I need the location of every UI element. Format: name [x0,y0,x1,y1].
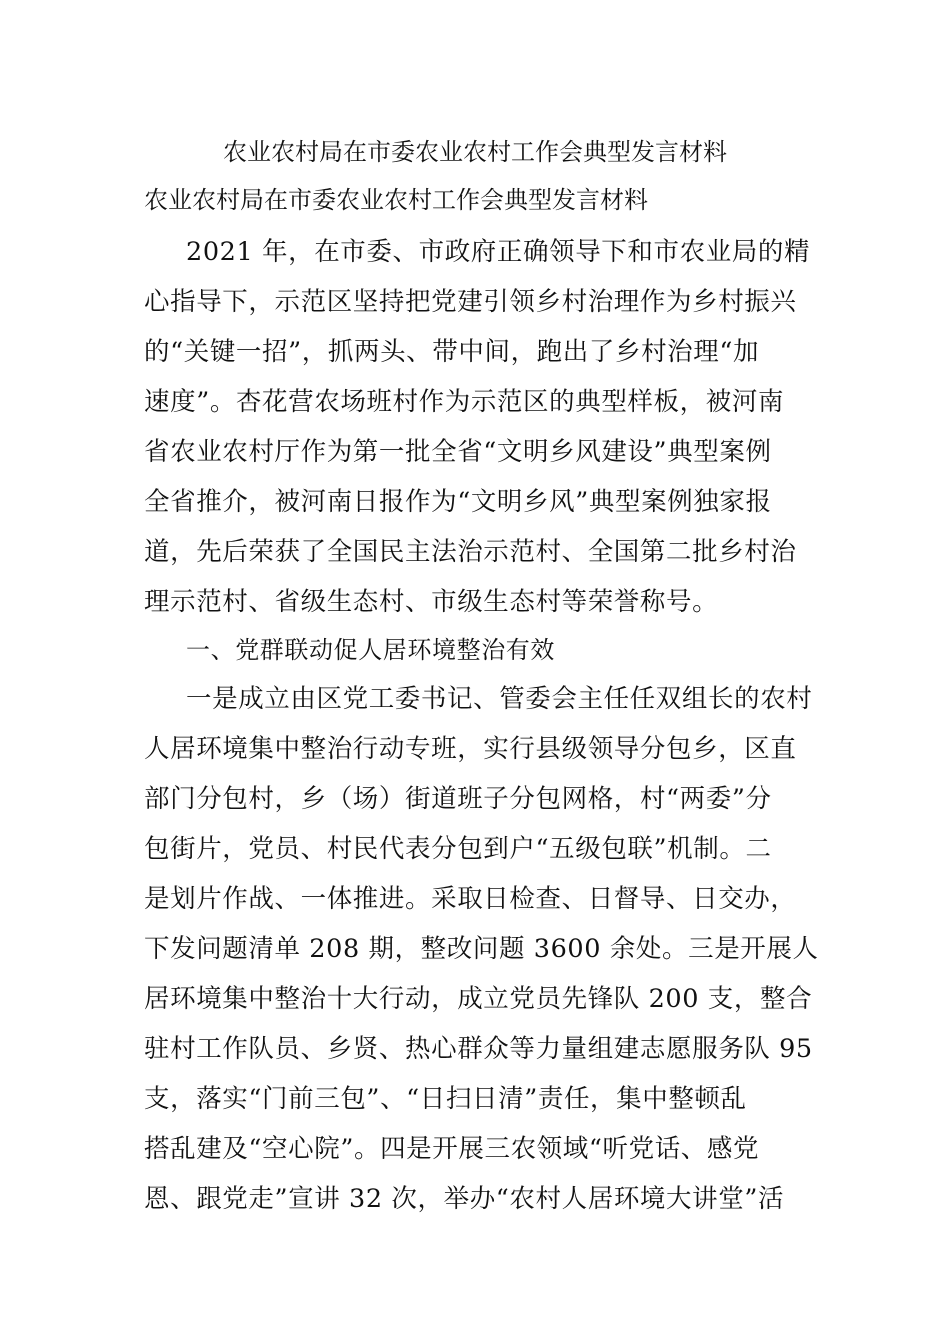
paragraph-line: 一是成立由区党工委书记、管委会主任任双组长的农村 [186,684,813,714]
paragraph-line: 全省推介，被河南日报作为“文明乡风”典型案例独家报 [144,487,772,517]
paragraph-line: 心指导下，示范区坚持把党建引领乡村治理作为乡村振兴 [144,287,797,317]
paragraph-line: 速度”。杏花营农场班村作为示范区的典型样板，被河南 [144,387,785,417]
paragraph-line: 是划片作战、一体推进。采取日检查、日督导、日交办， [144,884,797,914]
paragraph-line: 人居环境集中整治行动专班，实行县级领导分包乡，区直 [144,734,797,764]
document-subtitle: 农业农村局在市委农业农村工作会典型发言材料 [144,186,648,214]
paragraph-line: 部门分包村，乡（场）街道班子分包网格，村“两委”分 [144,784,772,814]
paragraph-line: 驻村工作队员、乡贤、热心群众等力量组建志愿服务队 95 [144,1034,813,1064]
paragraph-line: 道，先后荣获了全国民主法治示范村、全国第二批乡村治 [144,537,797,567]
paragraph-line: 包街片，党员、村民代表分包到户“五级包联”机制。二 [144,834,772,864]
paragraph-line: 的“关键一招”，抓两头、带中间，跑出了乡村治理“加 [144,337,760,367]
paragraph-line: 居环境集中整治十大行动，成立党员先锋队 200 支，整合 [144,984,813,1014]
paragraph-line: 下发问题清单 208 期，整改问题 3600 余处。三是开展人 [144,934,819,964]
paragraph-line: 省农业农村厅作为第一批全省“文明乡风建设”典型案例 [144,437,772,467]
paragraph-line: 理示范村、省级生态村、市级生态村等荣誉称号。 [144,587,719,617]
paragraph-line: 恩、跟党走”宣讲 32 次，举办“农村人居环境大讲堂”活 [144,1184,785,1214]
paragraph-line: 2021 年，在市委、市政府正确领导下和市农业局的精 [186,237,811,267]
document-title: 农业农村局在市委农业农村工作会典型发言材料 [223,138,727,166]
paragraph-line: 搭乱建及“空心院”。四是开展三农领域“听党话、感党 [144,1134,760,1164]
section-heading: 一、党群联动促人居环境整治有效 [186,636,555,664]
paragraph-line: 支，落实“门前三包”、“日扫日清”责任，集中整顿乱 [144,1084,747,1114]
